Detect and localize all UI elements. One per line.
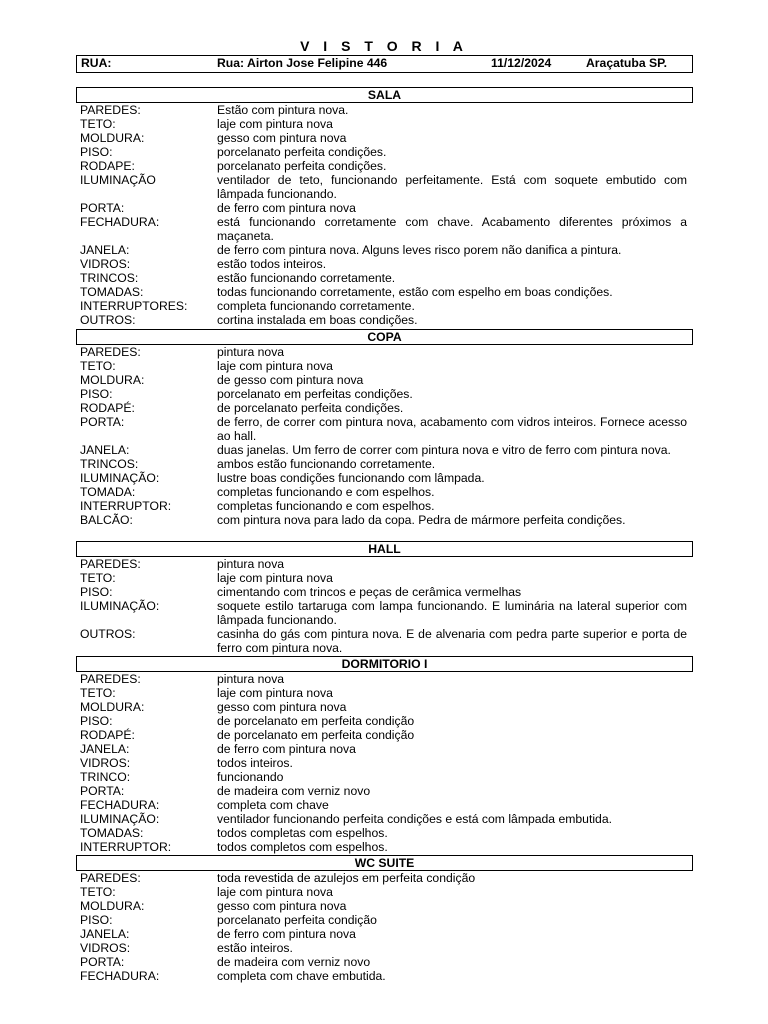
list-item [80,457,687,471]
item-label: TRINCO: [80,770,131,784]
list-item [80,243,687,257]
document-title: V I S T O R I A [300,38,468,54]
item-value: completa com chave embutida. [217,969,386,983]
item-value: pintura nova [217,672,285,686]
item-label: JANELA: [80,742,130,756]
item-label: OUTROS: [80,313,136,327]
item-label: PISO: [80,913,113,927]
item-label: MOLDURA: [80,700,145,714]
item-value: está funcionando corretamente com chave. Acabamento diferentes próximos a maçaneta. [217,215,687,243]
item-value: ventilador de teto, funcionando perfeitamente. Está com soquete embutido com lâmpada funcionando. [217,173,687,201]
item-label: ILUMINAÇÃO: [80,599,160,613]
list-item [80,742,687,756]
item-label: TRINCOS: [80,271,139,285]
list-item [80,159,687,173]
item-label: INTERRUPTOR: [80,499,172,513]
item-label: TETO: [80,571,116,585]
item-label: MOLDURA: [80,899,145,913]
item-label: PORTA: [80,201,125,215]
section-header-dormitorio: DORMITORIO I [76,656,693,672]
item-value: gesso com pintura nova [217,131,347,145]
item-label: PAREDES: [80,557,141,571]
item-value: gesso com pintura nova [217,899,347,913]
item-label: TETO: [80,117,116,131]
section-header-copa: COPA [76,329,693,345]
inspection-date: 11/12/2024 [491,56,552,70]
item-value: cimentando com trincos e peças de cerâmica vermelhas [217,585,522,599]
item-value: estão inteiros. [217,941,293,955]
list-item [80,885,687,899]
item-label: PAREDES: [80,672,141,686]
item-value: laje com pintura nova [217,359,333,373]
item-value: completa funcionando corretamente. [217,299,415,313]
item-value: todos completas com espelhos. [217,826,388,840]
section-list-hall [80,557,687,655]
item-value: completas funcionando e com espelhos. [217,499,435,513]
section-list-sala [80,103,687,327]
item-label: TOMADAS: [80,285,144,299]
item-value: de porcelanato em perfeita condição [217,728,415,742]
item-value: cortina instalada em boas condições. [217,313,418,327]
item-label: PAREDES: [80,103,141,117]
list-item [80,871,687,885]
list-item [80,672,687,686]
list-item [80,271,687,285]
item-value: de ferro com pintura nova [217,927,356,941]
item-value: estão todos inteiros. [217,257,327,271]
item-label: FECHADURA: [80,215,160,229]
list-item [80,359,687,373]
item-label: PORTA: [80,784,125,798]
list-item [80,285,687,299]
item-value: de madeira com verniz novo [217,955,371,969]
list-item [80,173,687,201]
item-label: MOLDURA: [80,131,145,145]
list-item [80,131,687,145]
list-item [80,145,687,159]
item-value: de gesso com pintura nova [217,373,364,387]
section-list-wc [80,871,687,983]
item-value: duas janelas. Um ferro de correr com pintura nova e vitro de ferro com pintura nova. [217,443,671,457]
item-value: ambos estão funcionando corretamente. [217,457,436,471]
item-value: de porcelanato em perfeita condição [217,714,415,728]
list-item [80,103,687,117]
item-value: laje com pintura nova [217,571,333,585]
item-label: ILUMINAÇÃO [80,173,156,187]
item-label: RODAPÉ: [80,401,135,415]
list-item [80,117,687,131]
list-item [80,955,687,969]
list-item [80,714,687,728]
list-item [80,387,687,401]
item-label: PISO: [80,714,113,728]
item-label: PISO: [80,387,113,401]
list-item [80,798,687,812]
item-value: pintura nova [217,345,285,359]
item-label: PAREDES: [80,871,141,885]
item-label: OUTROS: [80,627,136,641]
item-label: PORTA: [80,955,125,969]
list-item [80,728,687,742]
item-value: de madeira com verniz novo [217,784,371,798]
list-item [80,345,687,359]
list-item [80,513,687,527]
item-value: completas funcionando e com espelhos. [217,485,435,499]
list-item [80,686,687,700]
list-item [80,599,687,627]
item-label: JANELA: [80,243,130,257]
list-item [80,215,687,243]
item-label: VIDROS: [80,941,131,955]
item-label: VIDROS: [80,756,131,770]
list-item [80,784,687,798]
item-label: ILUMINAÇÃO: [80,471,160,485]
item-value: estão funcionando corretamente. [217,271,396,285]
item-label: PAREDES: [80,345,141,359]
item-value: soquete estilo tartaruga com lampa funcionando. E luminária na lateral superior com lâmpada funcionando. [217,599,687,627]
list-item [80,627,687,655]
item-label: TETO: [80,885,116,899]
item-label: FECHADURA: [80,969,160,983]
item-value: porcelanato perfeita condições. [217,159,387,173]
item-label: TETO: [80,686,116,700]
list-item [80,485,687,499]
item-value: com pintura nova para lado da copa. Pedra de mármore perfeita condições. [217,513,626,527]
list-item [80,373,687,387]
item-label: RODAPÉ: [80,728,135,742]
list-item [80,770,687,784]
list-item [80,756,687,770]
list-item [80,299,687,313]
item-value: de ferro com pintura nova [217,742,356,756]
list-item [80,499,687,513]
item-label: TRINCOS: [80,457,139,471]
item-value: ventilador funcionando perfeita condições e está com lâmpada embutida. [217,812,612,826]
item-value: laje com pintura nova [217,117,333,131]
item-value: porcelanato perfeita condição [217,913,377,927]
item-label: RODAPE: [80,159,135,173]
section-header-sala: SALA [76,87,693,103]
section-header-wc: WC SUITE [76,855,693,871]
item-label: PISO: [80,145,113,159]
item-value: toda revestida de azulejos em perfeita condição [217,871,476,885]
item-label: JANELA: [80,443,130,457]
section-list-dormitorio [80,672,687,854]
item-value: de porcelanato perfeita condições. [217,401,404,415]
list-item [80,840,687,854]
item-label: FECHADURA: [80,798,160,812]
item-label: TOMADAS: [80,826,144,840]
street-address: Rua: Airton Jose Felipine 446 [217,56,388,70]
list-item [80,415,687,443]
item-label: INTERRUPTORES: [80,299,188,313]
list-item [80,913,687,927]
item-label: JANELA: [80,927,130,941]
list-item [80,899,687,913]
section-header-hall: HALL [76,541,693,557]
item-label: TOMADA: [80,485,136,499]
item-value: de ferro com pintura nova. Alguns leves risco porem não danifica a pintura. [217,243,622,257]
item-label: INTERRUPTOR: [80,840,172,854]
list-item [80,201,687,215]
item-value: Estão com pintura nova. [217,103,349,117]
list-item [80,313,687,327]
list-item [80,700,687,714]
item-value: de ferro, de correr com pintura nova, acabamento com vidros inteiros. Fornece acesso ao hall. [217,415,687,443]
address-header [76,55,693,73]
street-label: RUA: [81,56,112,70]
item-value: todos inteiros. [217,756,293,770]
item-value: lustre boas condições funcionando com lâmpada. [217,471,485,485]
item-label: VIDROS: [80,257,131,271]
section-list-copa [80,345,687,527]
item-label: ILUMINAÇÃO: [80,812,160,826]
item-value: porcelanato perfeita condições. [217,145,387,159]
item-value: funcionando [217,770,284,784]
item-label: TETO: [80,359,116,373]
list-item [80,257,687,271]
item-value: casinha do gás com pintura nova. E de alvenaria com pedra parte superior e porta de ferro com pintura nova. [217,627,687,655]
item-value: gesso com pintura nova [217,700,347,714]
item-value: todas funcionando corretamente, estão com espelho em boas condições. [217,285,613,299]
list-item [80,969,687,983]
list-item [80,557,687,571]
list-item [80,585,687,599]
list-item [80,571,687,585]
item-value: laje com pintura nova [217,885,333,899]
list-item [80,471,687,485]
item-value: laje com pintura nova [217,686,333,700]
item-value: completa com chave [217,798,329,812]
list-item [80,826,687,840]
list-item [80,812,687,826]
item-value: porcelanato em perfeitas condições. [217,387,413,401]
item-value: todos completos com espelhos. [217,840,388,854]
item-label: PORTA: [80,415,125,429]
item-value: de ferro com pintura nova [217,201,356,215]
list-item [80,927,687,941]
list-item [80,401,687,415]
list-item [80,443,687,457]
item-value: pintura nova [217,557,285,571]
item-label: MOLDURA: [80,373,145,387]
item-label: PISO: [80,585,113,599]
city: Araçatuba SP. [586,56,668,70]
item-label: BALCÃO: [80,513,133,527]
list-item [80,941,687,955]
